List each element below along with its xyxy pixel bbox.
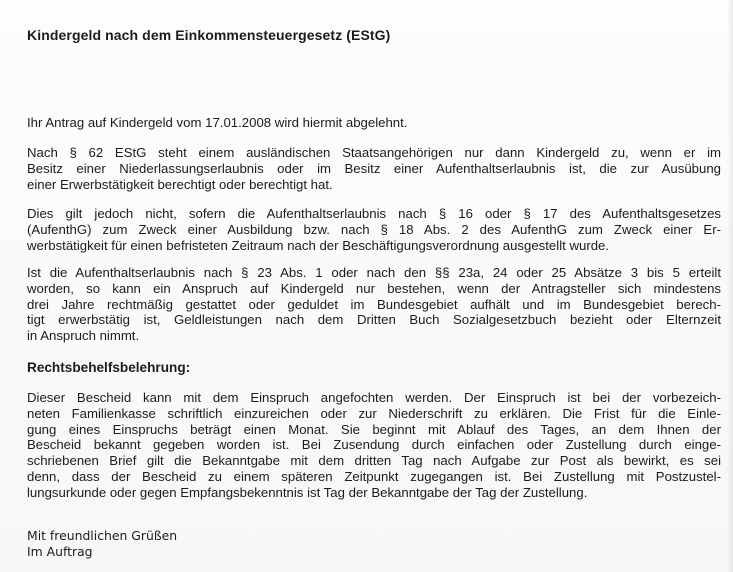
closing-greeting: Mit freundlichen Grüßen [27,528,178,543]
text-line: denn, dass der Bescheid zu einem späteren Zeitpunkt zugegangen ist. Bei Zustellung mit Postzustel- [27,468,721,484]
residence-permit-paragraph [27,265,721,344]
rejection-paragraph [27,115,721,131]
text-line: Ist die Aufenthaltserlaubnis nach § 23 Abs. 1 oder nach den §§ 23a, 24 oder 25 Absätze 3 bis 5 erteilt [27,265,721,280]
text-line: werbstätigkeit für einen befristeten Zeitraum nach der Beschäftigungsverordnung ausgestellt wurde. [27,237,610,253]
text-line: Dies gilt jedoch nicht, sofern die Aufenthaltserlaubnis nach § 16 oder § 17 des Aufenthaltsgesetzes [27,206,721,221]
text-line: Bescheid bekannt gegeben worden ist. Bei Zusendung durch einfachen oder Zustellung durch einge- [27,437,721,453]
text-line: neten Familienkasse schriftlich einzureichen oder zur Niederschrift zu erklären. Die Frist für die Einle- [27,405,721,421]
legal-remedy-heading: Rechtsbehelfsbelehrung: [27,360,191,375]
text-line: (AufenthG) zum Zweck einer Ausbildung bzw. nach § 18 Abs. 2 des AufenthG zum Zweck einer Er- [27,221,721,237]
text-line: Dieser Bescheid kann mit dem Einspruch angefochten werden. Der Einspruch ist bei der vorbezeich- [27,390,721,405]
text-line: lungsurkunde oder gegen Empfangsbekenntnis ist Tag der Bekanntgabe der Tag der Zustellung. [27,484,588,500]
text-line: einer Erwerbstätigkeit berechtigt oder berechtigt hat. [27,176,333,192]
exception-paragraph [27,206,721,253]
text-line: schriebenen Brief gilt die Bekanntgabe mit dem dritten Tag nach Aufgabe zur Post als bewirkt, es sei [27,453,721,469]
legal-remedy-paragraph [27,390,721,501]
text-line: Besitz einer Niederlassungserlaubnis oder im Besitz einer Aufenthaltserlaubnis ist, die zur Ausübung [27,160,721,176]
document-title: Kindergeld nach dem Einkommensteuergesetz (EStG) [27,27,391,43]
text-line: gung eines Einspruchs beträgt einen Monat. Sie beginnt mit Ablauf des Tages, an dem Ihnen der [27,421,721,437]
text-line: drei Jahre rechtmäßig gestattet oder geduldet im Bundesgebiet aufhält und im Bundesgebiet berech- [27,296,721,312]
closing-signoff: Im Auftrag [27,544,93,559]
legal-basis-paragraph [27,145,721,192]
text-line: worden, so kann ein Anspruch auf Kindergeld nur bestehen, wenn der Antragsteller sich mindestens [27,280,721,296]
text-line: in Anspruch nimmt. [27,328,140,344]
text-line: tigt erwerbstätig ist, Geldleistungen nach dem Dritten Buch Sozialgesetzbuch bezieht oder Elternzeit [27,312,721,328]
scan-edge-shadow [727,0,733,572]
text-line: Nach § 62 EStG steht einem ausländischen Staatsangehörigen nur dann Kindergeld zu, wenn er im [27,145,721,160]
text-line: Ihr Antrag auf Kindergeld vom 17.01.2008 wird hiermit abgelehnt. [27,115,408,130]
